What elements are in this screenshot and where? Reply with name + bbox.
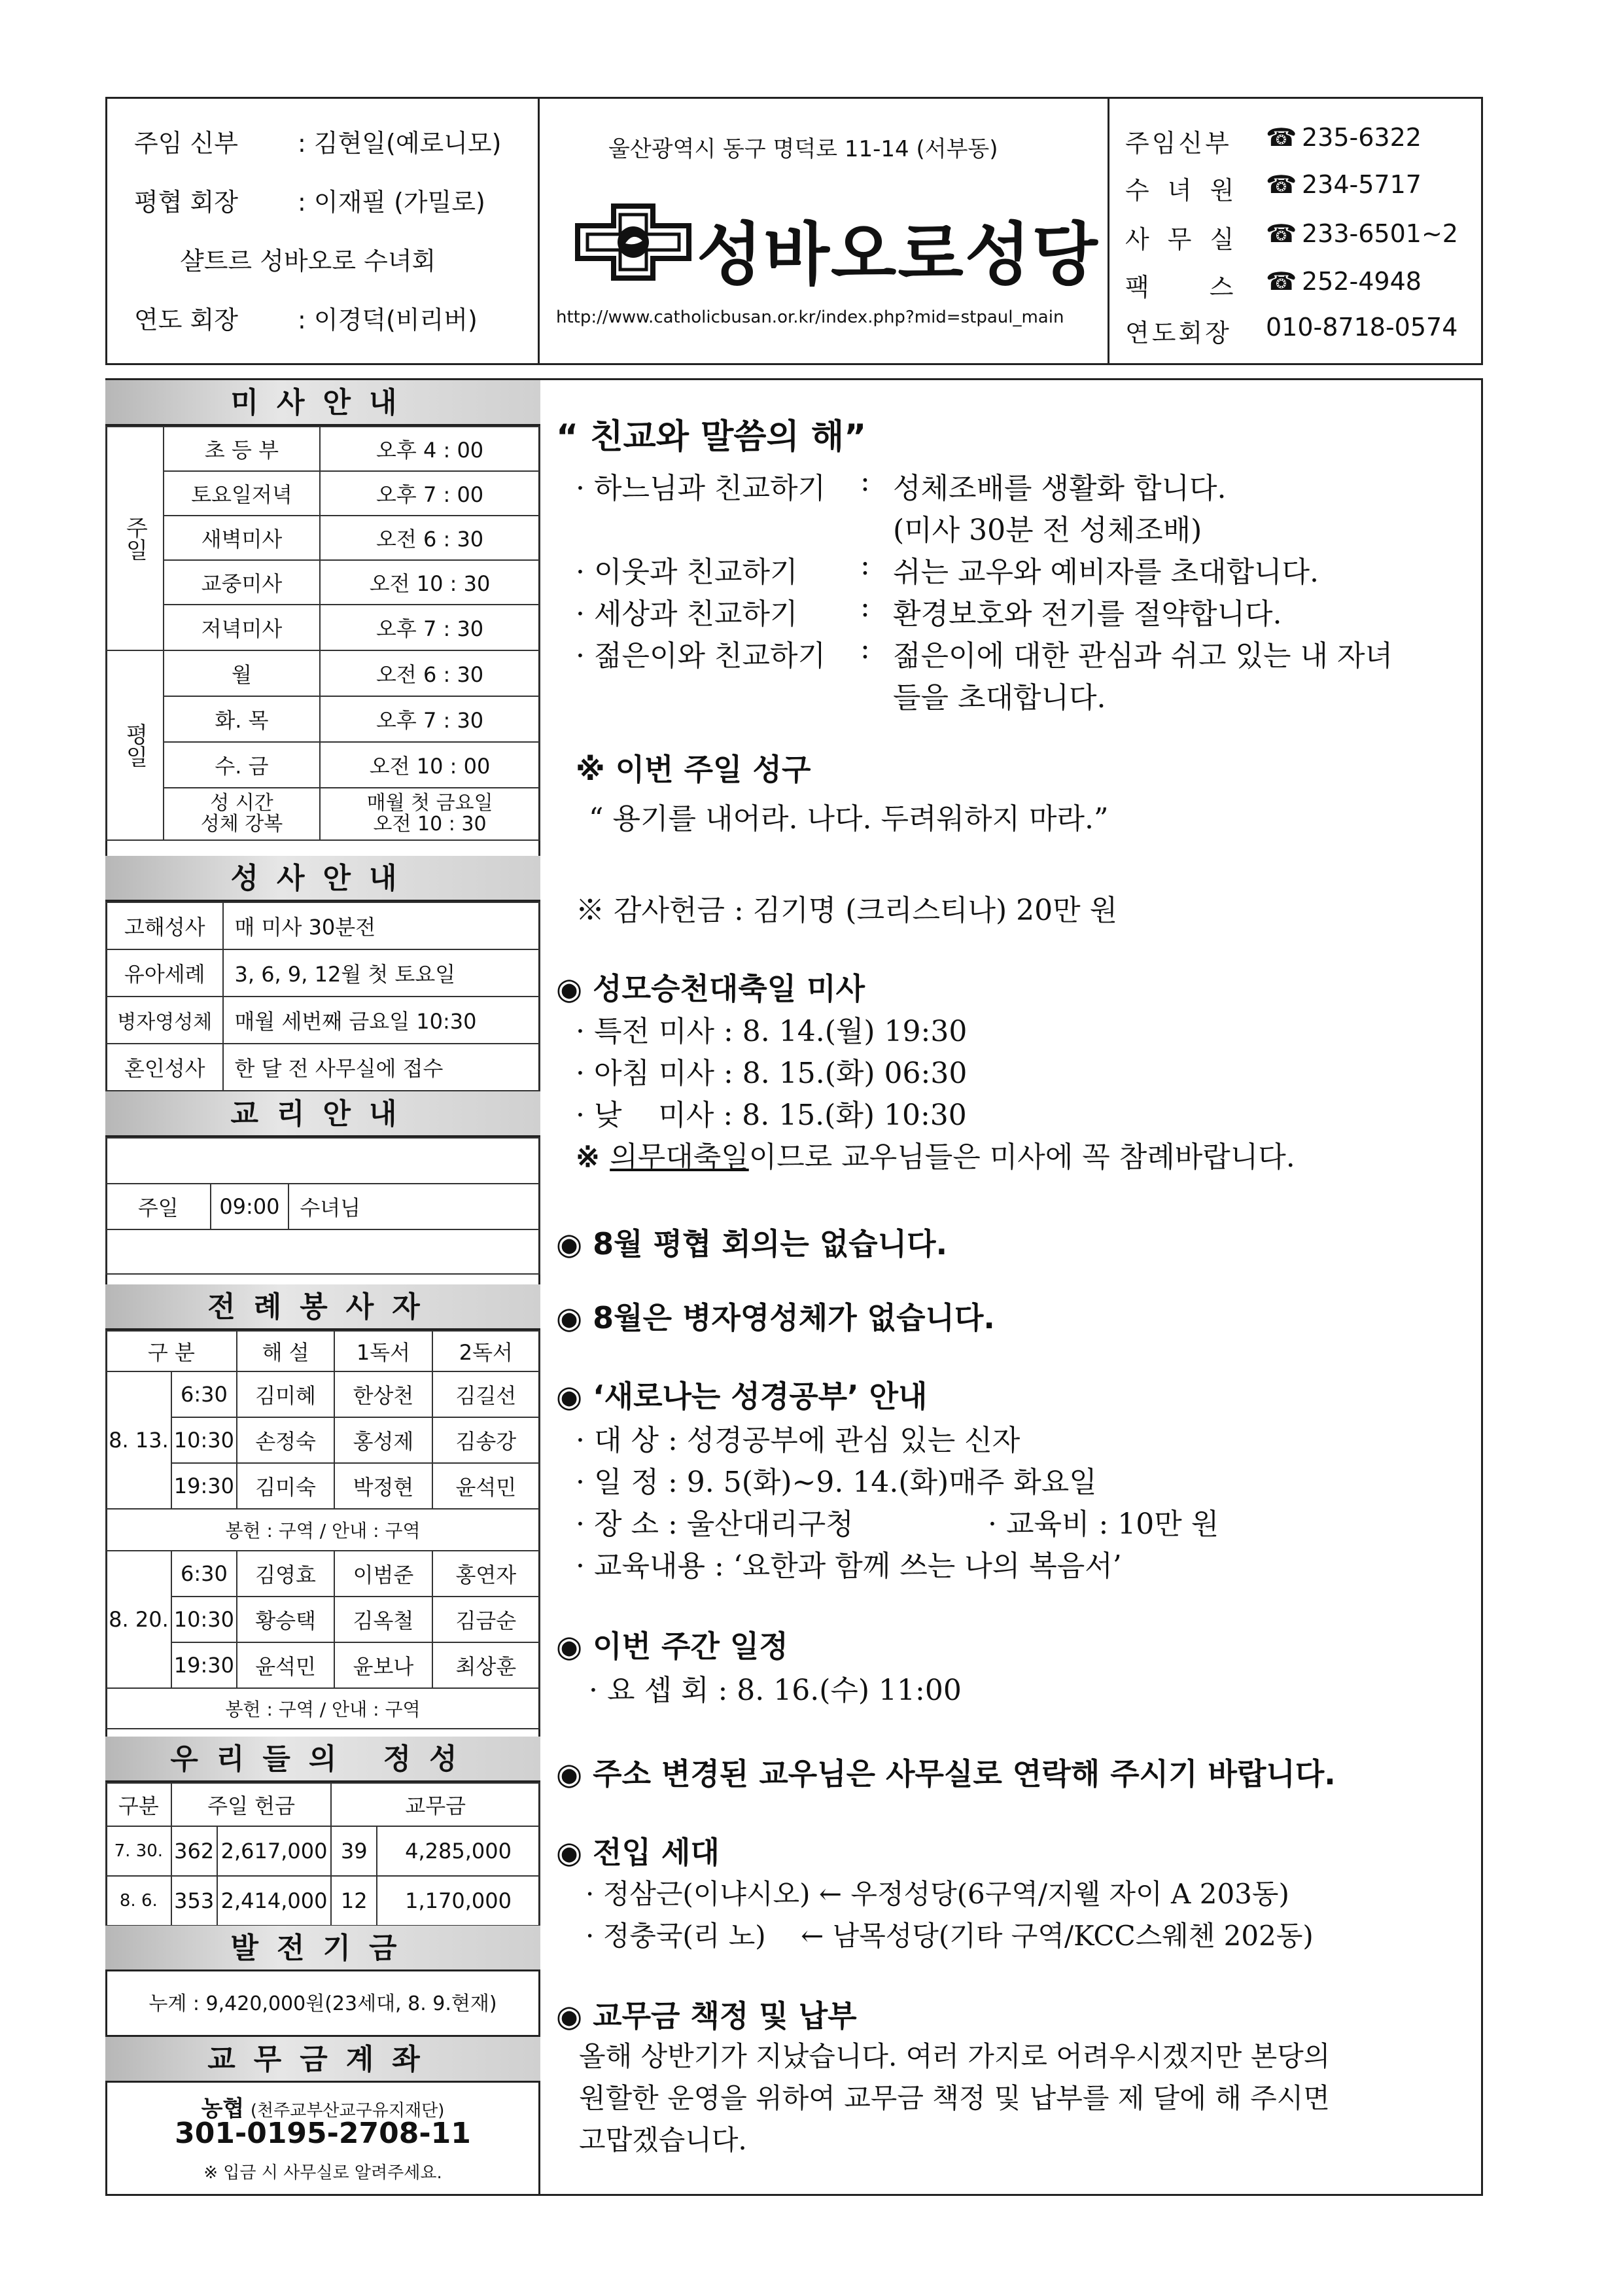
servers-col-header: 1독서 bbox=[334, 1331, 432, 1371]
sacrament-name: 혼인성사 bbox=[106, 1044, 223, 1091]
phone-icon: ☎ bbox=[1266, 219, 1297, 248]
mass-time: 오후 7 : 30 bbox=[320, 605, 540, 650]
mass-time: 오후 7 : 00 bbox=[320, 471, 540, 516]
mass-name: 새벽미사 bbox=[164, 516, 320, 560]
mass-name: 월 bbox=[164, 650, 320, 696]
offerings-amount: 4,285,000 bbox=[377, 1826, 540, 1876]
theme-label: · 하느님과 친교하기 bbox=[576, 472, 826, 505]
mass-time: 오전 10 : 00 bbox=[320, 742, 540, 788]
address-notice: ◉ 주소 변경된 교우님은 사무실로 연락해 주시기 바랍니다. bbox=[556, 1756, 1336, 1792]
mass-name: 화. 목 bbox=[164, 696, 320, 742]
sacrament-name: 유아세례 bbox=[106, 949, 223, 997]
contact-label: 수 녀 원 bbox=[1125, 176, 1240, 205]
contact-phone: 234-5717 bbox=[1302, 170, 1422, 199]
servers-date: 8. 13. bbox=[106, 1371, 171, 1509]
sacrament-desc: 매 미사 30분전 bbox=[223, 902, 540, 949]
phone-icon: ☎ bbox=[1266, 170, 1297, 199]
theme-label: · 이웃과 친교하기 bbox=[576, 556, 798, 589]
bible-study-title: ◉ ‘새로나는 성경공부’ 안내 bbox=[556, 1379, 928, 1414]
account-header: 교무금계좌 bbox=[105, 2037, 540, 2083]
phone-icon: ☎ bbox=[1266, 267, 1297, 296]
servers-time: 10:30 bbox=[171, 1417, 237, 1463]
theme-text: 젊은이에 대한 관심과 쉬고 있는 내 자녀 bbox=[893, 639, 1393, 673]
council-value: : 이재필 (가밀로) bbox=[298, 188, 485, 217]
catechism-day: 주일 bbox=[106, 1184, 211, 1229]
servers-name: 김미숙 bbox=[237, 1463, 334, 1509]
theme-label: · 젊은이와 친교하기 bbox=[576, 639, 826, 673]
pastor-value: : 김현일(예로니모) bbox=[298, 129, 502, 158]
theme-sep: : bbox=[860, 465, 870, 498]
offerings-date: 7. 30. bbox=[106, 1826, 171, 1876]
catechism-row-empty bbox=[106, 1229, 540, 1274]
contact-phone: 235-6322 bbox=[1302, 123, 1422, 152]
catechism-header: 교리안내 bbox=[105, 1091, 540, 1137]
bible-study-item: · 일 정 : 9. 5(화)~9. 14.(화)매주 화요일 bbox=[576, 1466, 1097, 1499]
catechism-teacher: 수녀님 bbox=[288, 1184, 540, 1229]
servers-col-header: 구 분 bbox=[106, 1331, 237, 1371]
servers-name: 박정현 bbox=[334, 1463, 432, 1509]
dues-line: 고맙겠습니다. bbox=[579, 2124, 747, 2156]
newcomer-item: · 정삼근(이냐시오) ← 우정성당(6구역/지웰 자이 A 203동) bbox=[585, 1878, 1289, 1910]
mass-name: 교중미사 bbox=[164, 560, 320, 605]
servers-table bbox=[105, 1330, 540, 1729]
servers-name: 윤석민 bbox=[237, 1642, 334, 1688]
church-address: 울산광역시 동구 명덕로 11-14 (서부동) bbox=[608, 136, 998, 162]
church-logo-icon bbox=[574, 203, 692, 281]
theme-text: 들을 초대합니다. bbox=[893, 681, 1106, 715]
servers-note: 봉헌 : 구역 / 안내 : 구역 bbox=[106, 1688, 540, 1729]
contact-phone: 252-4948 bbox=[1302, 267, 1422, 296]
theme-sep: : bbox=[860, 548, 870, 582]
theme-title: “ 친교와 말씀의 해” bbox=[556, 417, 867, 457]
mass-table bbox=[105, 426, 540, 841]
bible-study-item: · 대 상 : 성경공부에 관심 있는 신자 bbox=[576, 1424, 1021, 1457]
servers-name: 김옥철 bbox=[334, 1597, 432, 1642]
mass-name: 초 등 부 bbox=[164, 427, 320, 471]
servers-name: 한상천 bbox=[334, 1371, 432, 1417]
dues-line: 올해 상반기가 지났습니다. 여러 가지로 어려우시겠지만 본당의 bbox=[579, 2040, 1331, 2072]
servers-name: 윤보나 bbox=[334, 1642, 432, 1688]
theme-sep: : bbox=[860, 590, 870, 624]
servers-name: 최상훈 bbox=[432, 1642, 540, 1688]
mass-time: 매월 첫 금요일 오전 10 : 30 bbox=[320, 788, 540, 840]
bible-study-item: · 장 소 : 울산대리구청 bbox=[576, 1508, 854, 1541]
offerings-col-header: 주일 헌금 bbox=[171, 1783, 332, 1826]
sisters-name: 샬트르 성바오로 수녀회 bbox=[180, 247, 436, 275]
account-note: ※ 입금 시 사무실로 알려주세요. bbox=[203, 2163, 442, 2183]
contact-label: 팩 스 bbox=[1125, 273, 1260, 302]
servers-time: 10:30 bbox=[171, 1597, 237, 1642]
mass-time: 오후 4 : 00 bbox=[320, 427, 540, 471]
servers-name: 손정숙 bbox=[237, 1417, 334, 1463]
thanks-offering: ※ 감사헌금 : 김기명 (크리스티나) 20만 원 bbox=[576, 894, 1118, 927]
rosary-label: 연도 회장 bbox=[134, 306, 238, 334]
contact-label: 사 무 실 bbox=[1125, 225, 1240, 254]
mass-name: 토요일저녁 bbox=[164, 471, 320, 516]
verse-title: ※ 이번 주일 성구 bbox=[576, 752, 811, 787]
contact-label: 연도회장 bbox=[1125, 319, 1232, 347]
bible-study-fee: · 교육비 : 10만 원 bbox=[988, 1508, 1219, 1541]
mass-time: 오전 10 : 30 bbox=[320, 560, 540, 605]
offerings-date: 8. 6. bbox=[106, 1876, 171, 1926]
fund-total: 누계 : 9,420,000원(23세대, 8. 9.현재) bbox=[105, 1971, 540, 2037]
theme-label: · 세상과 친교하기 bbox=[576, 597, 798, 631]
theme-sep: : bbox=[860, 632, 870, 665]
church-url[interactable]: http://www.catholicbusan.or.kr/index.php?mid=stpaul_main bbox=[556, 308, 1064, 327]
theme-text: 쉬는 교우와 예비자를 초대합니다. bbox=[893, 556, 1319, 589]
sacrament-desc: 매월 세번째 금요일 10:30 bbox=[223, 997, 540, 1044]
contact-phone: 010-8718-0574 bbox=[1266, 313, 1458, 342]
mass-time: 오전 6 : 30 bbox=[320, 650, 540, 696]
servers-col-header: 해 설 bbox=[237, 1331, 334, 1371]
offerings-col-header: 구분 bbox=[106, 1783, 171, 1826]
week-schedule-title: ◉ 이번 주간 일정 bbox=[556, 1629, 788, 1664]
offerings-amount: 1,170,000 bbox=[377, 1876, 540, 1926]
dues-title: ◉ 교무금 책정 및 납부 bbox=[556, 1998, 857, 2034]
mass-name: 저녁미사 bbox=[164, 605, 320, 650]
servers-time: 6:30 bbox=[171, 1551, 237, 1597]
servers-date: 8. 20. bbox=[106, 1551, 171, 1688]
communion-notice: ◉ 8월은 병자영성체가 없습니다. bbox=[556, 1300, 995, 1335]
servers-name: 김길선 bbox=[432, 1371, 540, 1417]
newcomers-title: ◉ 전입 세대 bbox=[556, 1835, 720, 1870]
mass-time: 오후 7 : 30 bbox=[320, 696, 540, 742]
account-holder: (천주교부산교구유지재단) bbox=[250, 2101, 445, 2121]
contact-label: 주임신부 bbox=[1125, 129, 1232, 158]
newcomer-item: · 정충국(리 노) ← 남목성당(기타 구역/KCC스웨첸 202동) bbox=[585, 1920, 1314, 1952]
servers-name: 이범준 bbox=[334, 1551, 432, 1597]
header-divider-1 bbox=[538, 97, 540, 365]
servers-name: 윤석민 bbox=[432, 1463, 540, 1509]
assumption-item: · 낮 미사 : 8. 15.(화) 10:30 bbox=[576, 1099, 967, 1132]
theme-text: 환경보호와 전기를 절약합니다. bbox=[893, 597, 1282, 631]
week-schedule-item: · 요 셉 회 : 8. 16.(수) 11:00 bbox=[589, 1674, 962, 1707]
servers-time: 19:30 bbox=[171, 1642, 237, 1688]
council-label: 평협 회장 bbox=[134, 188, 238, 217]
sacraments-table bbox=[105, 902, 540, 1091]
council-notice: ◉ 8월 평협 회의는 없습니다. bbox=[556, 1226, 948, 1262]
bible-study-item: · 교육내용 : ‘요한과 함께 쓰는 나의 복음서’ bbox=[576, 1549, 1122, 1583]
offerings-amount: 2,414,000 bbox=[217, 1876, 332, 1926]
servers-name: 황승택 bbox=[237, 1597, 334, 1642]
phone-icon: ☎ bbox=[1266, 123, 1297, 152]
sacraments-header: 성사안내 bbox=[105, 856, 540, 902]
verse-text: “ 용기를 내어라. 나다. 두려워하지 마라.” bbox=[589, 802, 1109, 836]
note-mark: ※ bbox=[576, 1140, 610, 1174]
catechism-row-empty bbox=[106, 1138, 540, 1184]
sacrament-desc: 3, 6, 9, 12월 첫 토요일 bbox=[223, 949, 540, 997]
catechism-time: 09:00 bbox=[211, 1184, 289, 1229]
sacrament-name: 병자영성체 bbox=[106, 997, 223, 1044]
dues-line: 원할한 운영을 위하여 교무금 책정 및 납부를 제 달에 해 주시면 bbox=[579, 2082, 1330, 2114]
mass-name: 성 시간 성체 강복 bbox=[164, 788, 320, 840]
offerings-count: 353 bbox=[171, 1876, 217, 1926]
church-name: 성바오로성당 bbox=[697, 215, 1099, 294]
mass-header: 미사안내 bbox=[105, 380, 540, 426]
servers-name: 김송강 bbox=[432, 1417, 540, 1463]
sacrament-name: 고해성사 bbox=[106, 902, 223, 949]
account-number[interactable]: 301-0195-2708-11 bbox=[175, 2117, 471, 2150]
bank-name: 농협 bbox=[201, 2096, 245, 2122]
offerings-table bbox=[105, 1782, 540, 1926]
assumption-note bbox=[576, 1133, 1295, 1175]
note-rest: 이므로 교우님들은 미사에 꼭 참례바랍니다. bbox=[748, 1140, 1295, 1174]
offerings-header: 우리들의 정성 bbox=[105, 1737, 540, 1782]
servers-name: 김영효 bbox=[237, 1551, 334, 1597]
sacrament-desc: 한 달 전 사무실에 접수 bbox=[223, 1044, 540, 1091]
header-divider-2 bbox=[1108, 97, 1109, 365]
mass-time: 오전 6 : 30 bbox=[320, 516, 540, 560]
assumption-title: ◉ 성모승천대축일 미사 bbox=[556, 971, 865, 1006]
rosary-value: : 이경덕(비리버) bbox=[298, 306, 478, 334]
weekday-label: 평일 bbox=[106, 650, 164, 840]
assumption-item: · 아침 미사 : 8. 15.(화) 06:30 bbox=[576, 1057, 968, 1090]
servers-note: 봉헌 : 구역 / 안내 : 구역 bbox=[106, 1509, 540, 1551]
offerings-amount: 2,617,000 bbox=[217, 1826, 332, 1876]
catechism-table bbox=[105, 1137, 540, 1275]
theme-text: 성체조배를 생활화 합니다. bbox=[893, 472, 1227, 505]
servers-time: 6:30 bbox=[171, 1371, 237, 1417]
servers-time: 19:30 bbox=[171, 1463, 237, 1509]
sunday-label: 주일 bbox=[106, 427, 164, 650]
theme-text: (미사 30분 전 성체조배) bbox=[893, 514, 1202, 547]
note-underline: 의무대축일 bbox=[610, 1140, 749, 1174]
offerings-count: 362 bbox=[171, 1826, 217, 1876]
servers-name: 홍성제 bbox=[334, 1417, 432, 1463]
offerings-count: 39 bbox=[331, 1826, 377, 1876]
offerings-col-header: 교무금 bbox=[331, 1783, 540, 1826]
servers-name: 홍연자 bbox=[432, 1551, 540, 1597]
servers-name: 김금순 bbox=[432, 1597, 540, 1642]
offerings-count: 12 bbox=[331, 1876, 377, 1926]
pastor-label: 주임 신부 bbox=[134, 129, 238, 158]
servers-col-header: 2독서 bbox=[432, 1331, 540, 1371]
fund-header: 발전기금 bbox=[105, 1926, 540, 1971]
servers-header: 전례봉사자 bbox=[105, 1284, 540, 1330]
assumption-item: · 특전 미사 : 8. 14.(월) 19:30 bbox=[576, 1015, 968, 1048]
mass-name: 수. 금 bbox=[164, 742, 320, 788]
contact-phone: 233-6501~2 bbox=[1302, 219, 1458, 248]
servers-name: 김미혜 bbox=[237, 1371, 334, 1417]
